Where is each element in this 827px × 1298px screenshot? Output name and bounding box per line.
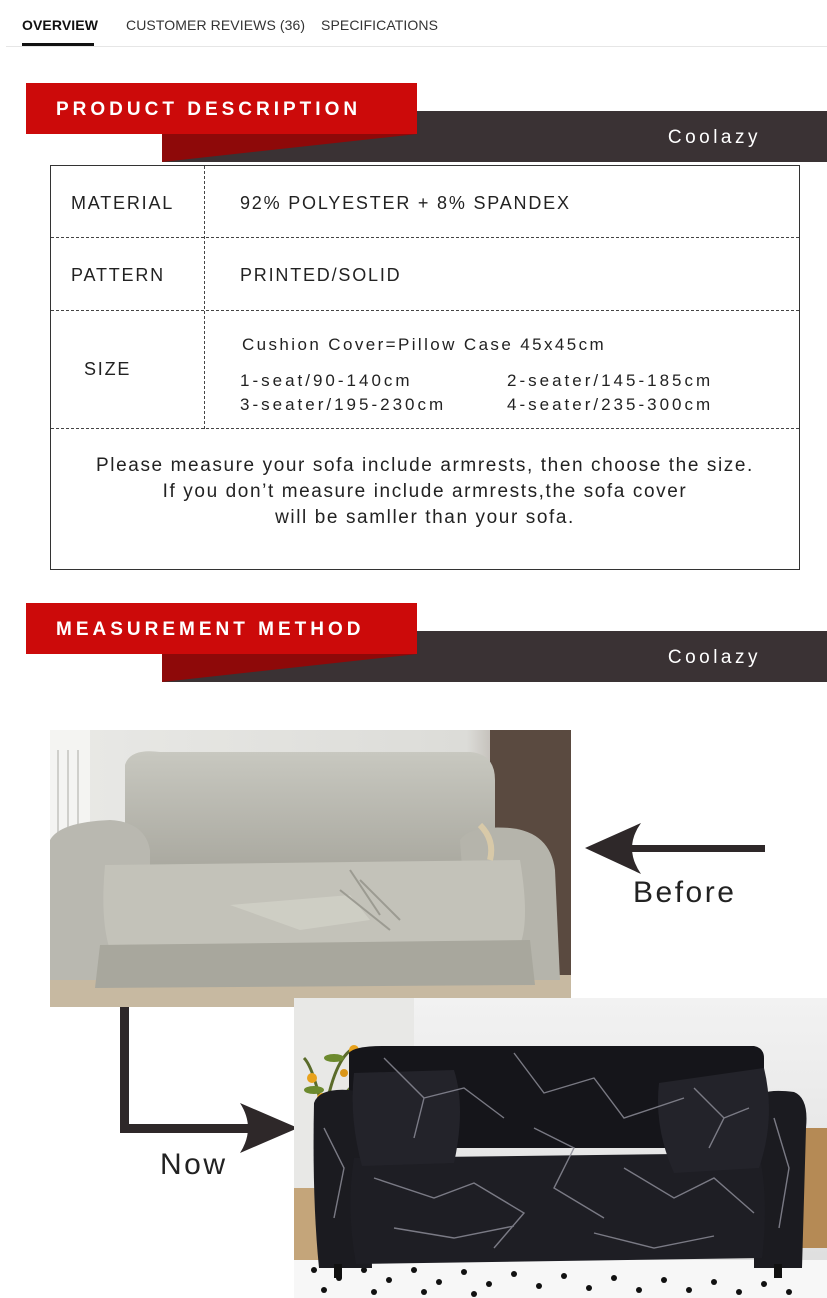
cushion-size: Cushion Cover=Pillow Case 45x45cm xyxy=(242,335,607,354)
spec-row-pattern xyxy=(51,238,799,311)
spec-table xyxy=(50,165,800,570)
product-tabs xyxy=(6,0,827,47)
tab-customer-reviews[interactable]: CUSTOMER REVIEWS (36) xyxy=(126,17,306,33)
tab-specifications[interactable]: SPECIFICATIONS xyxy=(321,17,439,33)
product-description-banner xyxy=(0,83,827,163)
before-caption: Before xyxy=(633,876,737,909)
section-title: MEASUREMENT METHOD xyxy=(56,619,365,640)
pattern-value: PRINTED/SOLID xyxy=(240,265,402,285)
measure-note-line-3: will be samller than your sofa. xyxy=(275,507,575,528)
size-1-seat: 1-seat/90-140cm xyxy=(240,371,413,390)
measurement-method-banner xyxy=(0,603,827,683)
material-value: 92% POLYESTER + 8% SPANDEX xyxy=(240,193,571,213)
size-2-seater: 2-seater/145-185cm xyxy=(507,371,714,390)
left-arrow-icon xyxy=(585,823,767,875)
section-title: PRODUCT DESCRIPTION xyxy=(56,99,362,120)
now-caption: Now xyxy=(160,1148,228,1181)
size-4-seater: 4-seater/235-300cm xyxy=(507,395,714,414)
size-label: SIZE xyxy=(84,359,132,379)
measure-note-line-1: Please measure your sofa include armrests, then choose the size. xyxy=(96,455,754,476)
spec-row-material xyxy=(51,166,799,238)
brand-name: Coolazy xyxy=(667,127,761,148)
banner-red-shadow xyxy=(162,134,417,162)
active-tab-indicator xyxy=(22,43,94,46)
worn-grey-sofa-image xyxy=(50,730,571,1007)
now-sofa-photo xyxy=(294,998,827,1298)
measure-note-line-2: If you don’t measure include armrests,the sofa cover xyxy=(162,481,688,502)
banner-red-shadow xyxy=(162,654,417,682)
right-arrow-icon xyxy=(120,1007,300,1157)
before-sofa-photo xyxy=(50,730,571,1007)
material-label: MATERIAL xyxy=(71,193,175,213)
brand-name: Coolazy xyxy=(667,647,761,668)
tab-overview[interactable]: OVERVIEW xyxy=(22,17,99,33)
spec-row-size xyxy=(51,311,799,429)
pattern-label: PATTERN xyxy=(71,265,165,285)
size-3-seater: 3-seater/195-230cm xyxy=(240,395,447,414)
spec-column-divider xyxy=(204,166,205,429)
marble-print-sofa-image xyxy=(294,998,827,1298)
